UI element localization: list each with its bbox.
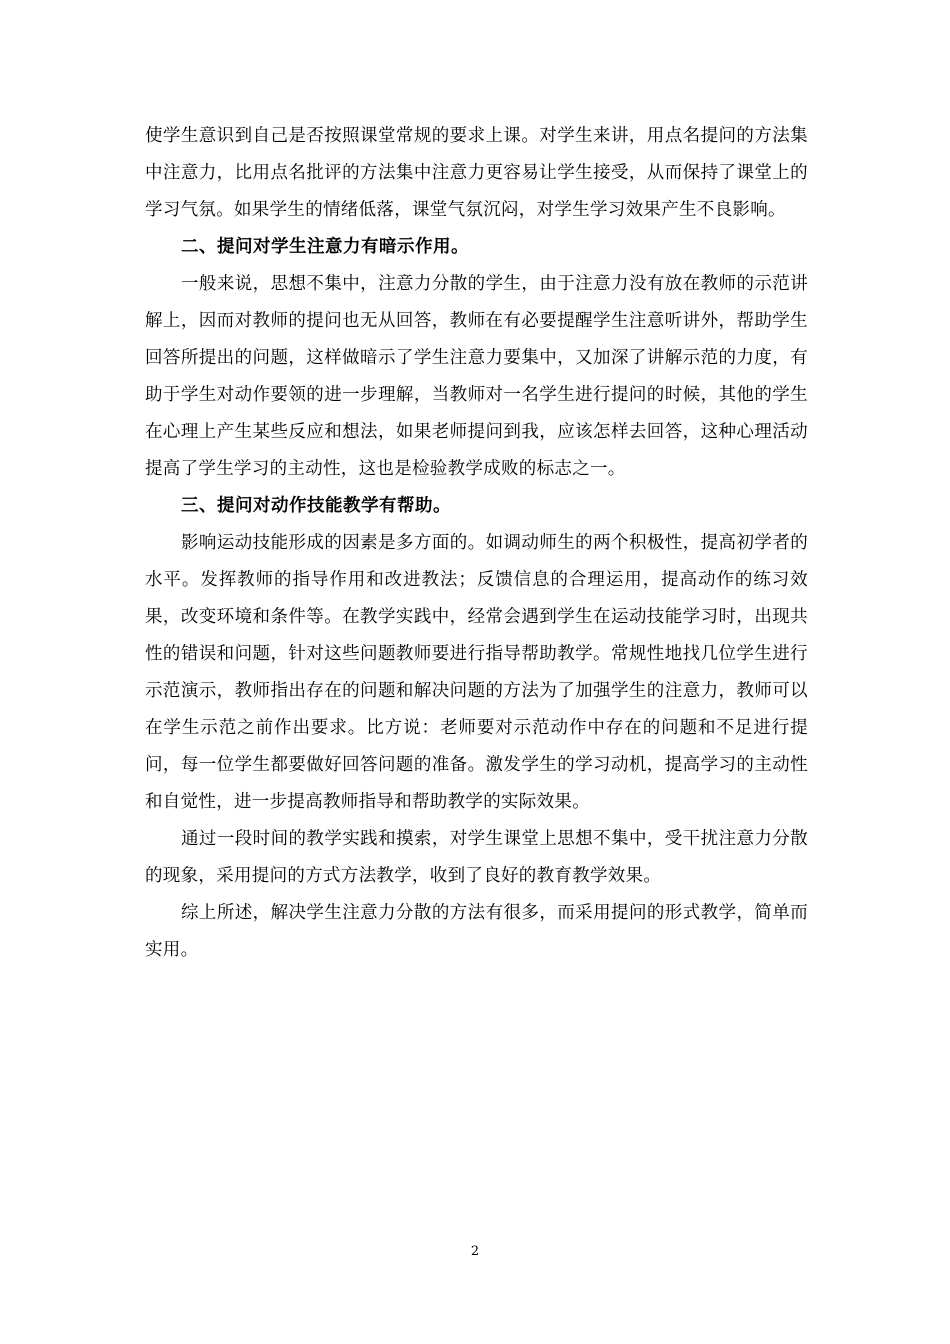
paragraph-conclusion: 综上所述，解决学生注意力分散的方法有很多，而采用提问的形式教学，简单而实用。 xyxy=(145,903,808,960)
paragraph-practice-result: 通过一段时间的教学实践和摸索，对学生课堂上思想不集中，受干扰注意力分散的现象，采用提问的方式方法教学，收到了良好的教育教学效果。 xyxy=(145,829,808,886)
section-heading-2: 二、提问对学生注意力有暗示作用。 xyxy=(181,237,469,257)
paragraph-section-3: 影响运动技能形成的因素是多方面的。如调动师生的两个积极性，提高初学者的水平。发挥教师的指导作用和改进教法；反馈信息的合理运用，提高动作的练习效果，改变环境和条件等。在教学实践中，经常会遇到学生在运动技能学习时，出现共性的错误和问题，针对这些问题教师要进行指导帮助教学。常规性地找几位学生进行示范演示，教师指出存在的问题和解决问题的方法为了加强学生的注意力，教师可以在学生示范之前作出要求。比方说：老师要对示范动作中存在的问题和不足进行提问，每一位学生都要做好回答问题的准备。激发学生的学习动机，提高学习的主动性和自觉性，进一步提高教师指导和帮助教学的实际效果。 xyxy=(145,533,808,812)
paragraph-section-2: 一般来说，思想不集中，注意力分散的学生，由于注意力没有放在教师的示范讲解上，因而对教师的提问也无从回答，教师在有必要提醒学生注意听讲外，帮助学生回答所提出的问题，这样做暗示了学生注意力要集中，又加深了讲解示范的力度，有助于学生对动作要领的进一步理解，当教师对一名学生进行提问的时候，其他的学生在心理上产生某些反应和想法，如果老师提问到我，应该怎样去回答，这种心理活动提高了学生学习的主动性，这也是检验教学成败的标志之一。 xyxy=(145,274,808,479)
document-body xyxy=(145,118,808,969)
page-number: 2 xyxy=(470,1244,480,1259)
section-heading-3: 三、提问对动作技能教学有帮助。 xyxy=(181,496,451,516)
paragraph-continued: 使学生意识到自己是否按照课堂常规的要求上课。对学生来讲，用点名提问的方法集中注意力，比用点名批评的方法集中注意力更容易让学生接受，从而保持了课堂上的学习气氛。如果学生的情绪低落，课堂气氛沉闷，对学生学习效果产生不良影响。 xyxy=(145,126,808,220)
